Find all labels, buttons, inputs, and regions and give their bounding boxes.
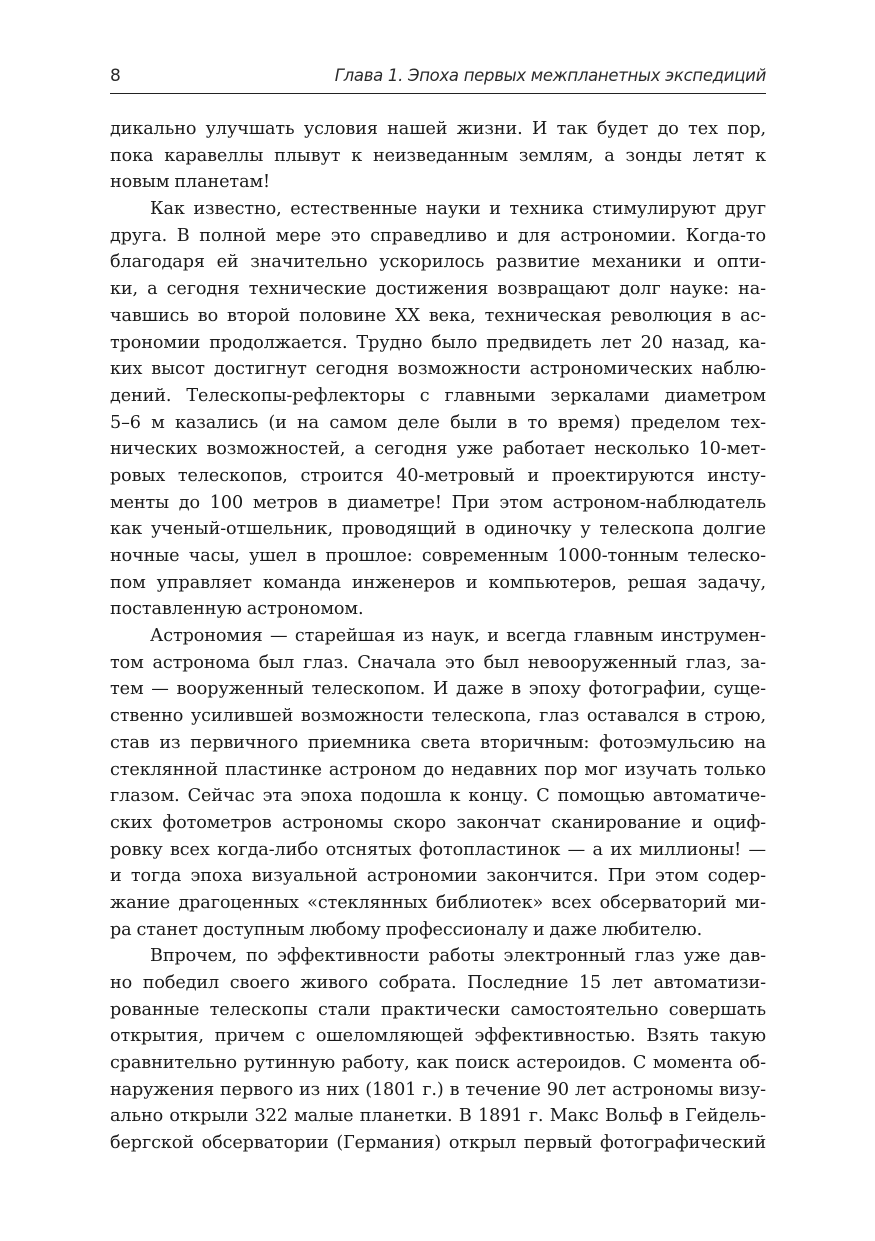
text-line: трономии продолжается. Трудно было предвидеть лет 20 назад, ка-: [110, 332, 766, 353]
text-line: стеклянной пластинке астроном до недавних пор мог изучать только: [110, 759, 766, 780]
text-line: нических возможностей, а сегодня уже работает несколько 10-мет-: [110, 439, 766, 460]
text-line: сравнительно рутинную работу, как поиск астероидов. С момента об-: [110, 1053, 766, 1074]
text-line: друга. В полной мере это справедливо и для астрономии. Когда-то: [110, 225, 766, 246]
text-line: Впрочем, по эффективности работы электронный глаз уже дав-: [150, 946, 766, 967]
text-line: пока каравеллы плывут к неизведанным землям, а зонды летят к: [110, 145, 766, 166]
text-line: дений. Телескопы-рефлекторы с главными зеркалами диаметром: [110, 385, 766, 406]
text-line: ально открыли 322 малые планетки. В 1891 г. Макс Вольф в Гейдель-: [110, 1106, 766, 1127]
text-line: ких высот достигнут сегодня возможности астрономических наблю-: [110, 359, 766, 380]
chapter-title: Глава 1. Эпоха первых межпланетных экспедиций: [334, 66, 766, 85]
text-line: ственно усилившей возможности телескопа, глаз оставался в строю,: [110, 706, 766, 727]
text-line: Астрономия — старейшая из наук, и всегда главным инструмен-: [150, 626, 766, 647]
text-line: наружения первого из них (1801 г.) в течение 90 лет астрономы визу-: [110, 1079, 766, 1100]
text-line: и тогда эпоха визуальной астрономии закончится. При этом содер-: [110, 866, 766, 887]
text-line: ра станет доступным любому профессионалу и даже любителю.: [110, 919, 703, 940]
paragraph: [110, 623, 766, 943]
text-line: но победил своего живого собрата. Последние 15 лет автоматизи-: [110, 973, 766, 993]
paragraph: [110, 943, 766, 1157]
text-line: рованные телескопы стали практически самостоятельно совершать: [110, 999, 766, 1020]
body-text: [110, 116, 766, 1157]
text-line: поставленную астрономом.: [110, 599, 364, 620]
text-line: чавшись во второй половине XX века, техническая революция в ас-: [110, 305, 766, 326]
text-line: благодаря ей значительно ускорилось развитие механики и опти-: [110, 252, 766, 273]
book-page: [110, 66, 766, 1157]
text-line: ровку всех когда-либо отснятых фотопластинок — а их миллионы! —: [110, 839, 766, 860]
paragraph: [110, 116, 766, 196]
text-line: ских фотометров астрономы скоро закончат сканирование и оциф-: [110, 812, 766, 833]
text-line: жание драгоценных «стеклянных библиотек» всех обсерваторий ми-: [110, 892, 766, 913]
text-line: пом управляет команда инженеров и компьютеров, решая задачу,: [110, 572, 766, 593]
text-line: ночные часы, ушел в прошлое: современным 1000-тонным телеско-: [110, 546, 766, 566]
text-line: 5–6 м казались (и на самом деле были в то время) пределом тех-: [110, 412, 766, 433]
paragraph: [110, 196, 766, 623]
text-line: новым планетам!: [110, 172, 271, 193]
text-line: тем — вооруженный телескопом. И даже в эпоху фотографии, суще-: [110, 679, 766, 700]
text-line: ровых телескопов, строится 40-метровый и проектируются инсту-: [110, 465, 766, 486]
running-header: [110, 66, 766, 94]
page-number: 8: [110, 66, 121, 86]
text-line: став из первичного приемника света вторичным: фотоэмульсию на: [110, 732, 766, 753]
text-line: том астронома был глаз. Сначала это был невооруженный глаз, за-: [110, 652, 766, 673]
text-line: ки, а сегодня технические достижения возвращают долг науке: на-: [110, 279, 766, 300]
text-line: открытия, причем с ошеломляющей эффективностью. Взять такую: [110, 1026, 766, 1047]
text-line: как ученый-отшельник, проводящий в одиночку у телескопа долгие: [110, 519, 766, 540]
text-line: Как известно, естественные науки и техника стимулируют друг: [150, 199, 766, 220]
text-line: глазом. Сейчас эта эпоха подошла к концу. С помощью автоматиче-: [110, 786, 766, 807]
text-line: бергской обсерватории (Германия) открыл первый фотографический: [110, 1133, 766, 1154]
text-line: дикально улучшать условия нашей жизни. И так будет до тех пор,: [110, 119, 766, 139]
text-line: менты до 100 метров в диаметре! При этом астроном-наблюдатель: [110, 492, 766, 513]
